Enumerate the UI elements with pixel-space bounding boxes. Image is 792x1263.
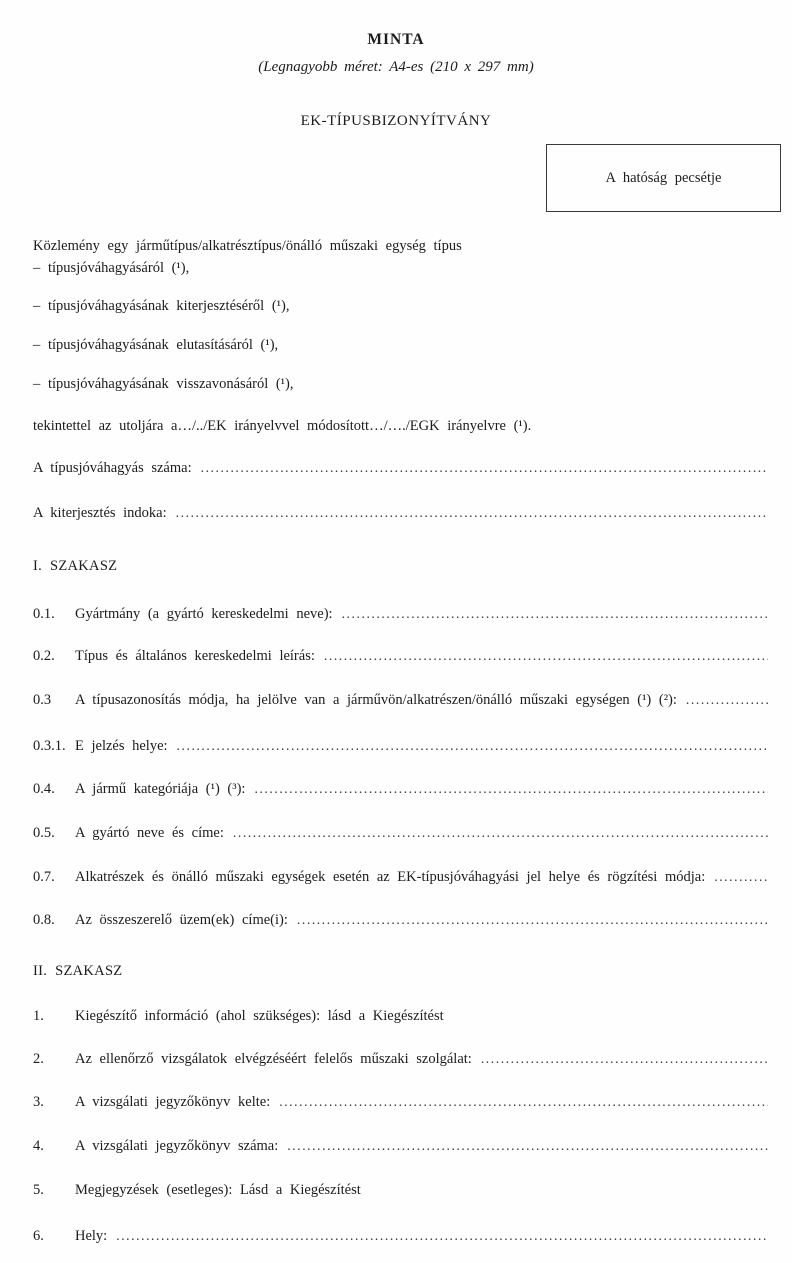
item-label: Alkatrészek és önálló műszaki egységek esetén az EK-típusjóváhagyási jel helye és rögzítési módja: (75, 869, 706, 885)
dotted-line (686, 690, 768, 709)
approval-option (33, 336, 768, 355)
stamp-box-label: A hatóság pecsétje (605, 169, 722, 186)
item-number: 0.7. (33, 869, 55, 885)
item-label: A vizsgálati jegyzőkönyv kelte: (75, 1094, 271, 1110)
dotted-line (177, 736, 768, 755)
section-heading: I. SZAKASZ (33, 558, 118, 574)
dotted-line (116, 1226, 768, 1245)
field-label: A típusjóváhagyás száma: (33, 460, 192, 476)
form-item-row (33, 690, 768, 710)
item-label: A vizsgálati jegyzőkönyv száma: (75, 1138, 279, 1154)
size-note: (Legnagyobb méret: A4-es (210 x 297 mm) (258, 59, 534, 75)
item-number: 0.8. (33, 912, 55, 928)
directive-reference-text: tekintettel az utoljára a…/../EK irányelvvel módosított…/…./EGK irányelvre (¹). (33, 418, 532, 434)
form-item-row (33, 1092, 768, 1112)
form-item-row (33, 604, 768, 624)
item-label: Kiegészítő információ (ahol szükséges): lásd a Kiegészítést (75, 1008, 444, 1024)
item-number: 5. (33, 1182, 44, 1198)
dash-bullet: – (33, 260, 41, 276)
item-label: Típus és általános kereskedelmi leírás: (75, 648, 315, 664)
approval-option (33, 259, 768, 278)
item-number: 0.2. (33, 648, 55, 664)
form-item-row (33, 1181, 768, 1200)
field-label: A kiterjesztés indoka: (33, 505, 167, 521)
item-number: 0.4. (33, 781, 55, 797)
item-label: Az összeszerelő üzem(ek) címe(i): (75, 912, 288, 928)
dash-bullet: – (33, 337, 41, 353)
approval-option-text: típusjóváhagyásáról (¹), (48, 260, 190, 276)
form-item-row (33, 1007, 768, 1026)
form-item-row (33, 1226, 768, 1246)
form-item-row (33, 1136, 768, 1156)
section-heading: II. SZAKASZ (33, 963, 123, 979)
item-number: 6. (33, 1228, 44, 1244)
intro-lead-text: Közlemény egy járműtípus/alkatrésztípus/önálló műszaki egység típus (33, 238, 462, 254)
item-label: Az ellenőrző vizsgálatok elvégzéséért felelős műszaki szolgálat: (75, 1051, 472, 1067)
form-field-row (33, 458, 768, 478)
item-number: 4. (33, 1138, 44, 1154)
dotted-line (297, 910, 768, 929)
item-label: E jelzés helye: (75, 738, 168, 754)
approval-option (33, 375, 768, 394)
form-item-row (33, 867, 768, 887)
form-item-row (33, 1049, 768, 1069)
dotted-line (481, 1049, 768, 1068)
item-number: 0.3 (33, 692, 52, 708)
approval-option-text: típusjóváhagyásának elutasításáról (¹), (48, 337, 279, 353)
authority-stamp-box (546, 144, 781, 212)
dotted-line (279, 1092, 768, 1111)
dash-bullet: – (33, 298, 41, 314)
item-number: 0.3.1. (33, 738, 66, 754)
dotted-line (324, 646, 768, 665)
dash-bullet: – (33, 376, 41, 392)
intro-lead (33, 237, 768, 256)
form-item-row (33, 779, 768, 799)
item-number: 0.1. (33, 606, 55, 622)
item-label: A gyártó neve és címe: (75, 825, 224, 841)
form-item-row (33, 736, 768, 756)
dotted-line (201, 458, 768, 477)
item-number: 1. (33, 1008, 44, 1024)
approval-option (33, 297, 768, 316)
directive-reference (33, 417, 768, 436)
form-item-row (33, 646, 768, 666)
item-number: 0.5. (33, 825, 55, 841)
dotted-line (254, 779, 768, 798)
certificate-heading: EK-TÍPUSBIZONYÍTVÁNY (300, 113, 492, 129)
item-label: Hely: (75, 1228, 108, 1244)
dotted-line (714, 867, 768, 886)
form-item-row (33, 910, 768, 930)
dotted-line (342, 604, 768, 623)
item-label: A típusazonosítás módja, ha jelölve van a járművön/alkatrészen/önálló műszaki egységen (¹) (²): (75, 692, 677, 708)
item-label: A jármű kategóriája (¹) (³): (75, 781, 246, 797)
document-title: MINTA (367, 31, 425, 48)
item-number: 3. (33, 1094, 44, 1110)
item-label: Megjegyzések (esetleges): Lásd a Kiegészítést (75, 1182, 361, 1198)
dotted-line (233, 823, 768, 842)
form-field-row (33, 503, 768, 523)
form-item-row (33, 823, 768, 843)
dotted-line (176, 503, 768, 522)
dotted-line (287, 1136, 768, 1155)
approval-option-text: típusjóváhagyásának visszavonásáról (¹), (48, 376, 294, 392)
item-number: 2. (33, 1051, 44, 1067)
approval-option-text: típusjóváhagyásának kiterjesztéséről (¹), (48, 298, 290, 314)
item-label: Gyártmány (a gyártó kereskedelmi neve): (75, 606, 333, 622)
